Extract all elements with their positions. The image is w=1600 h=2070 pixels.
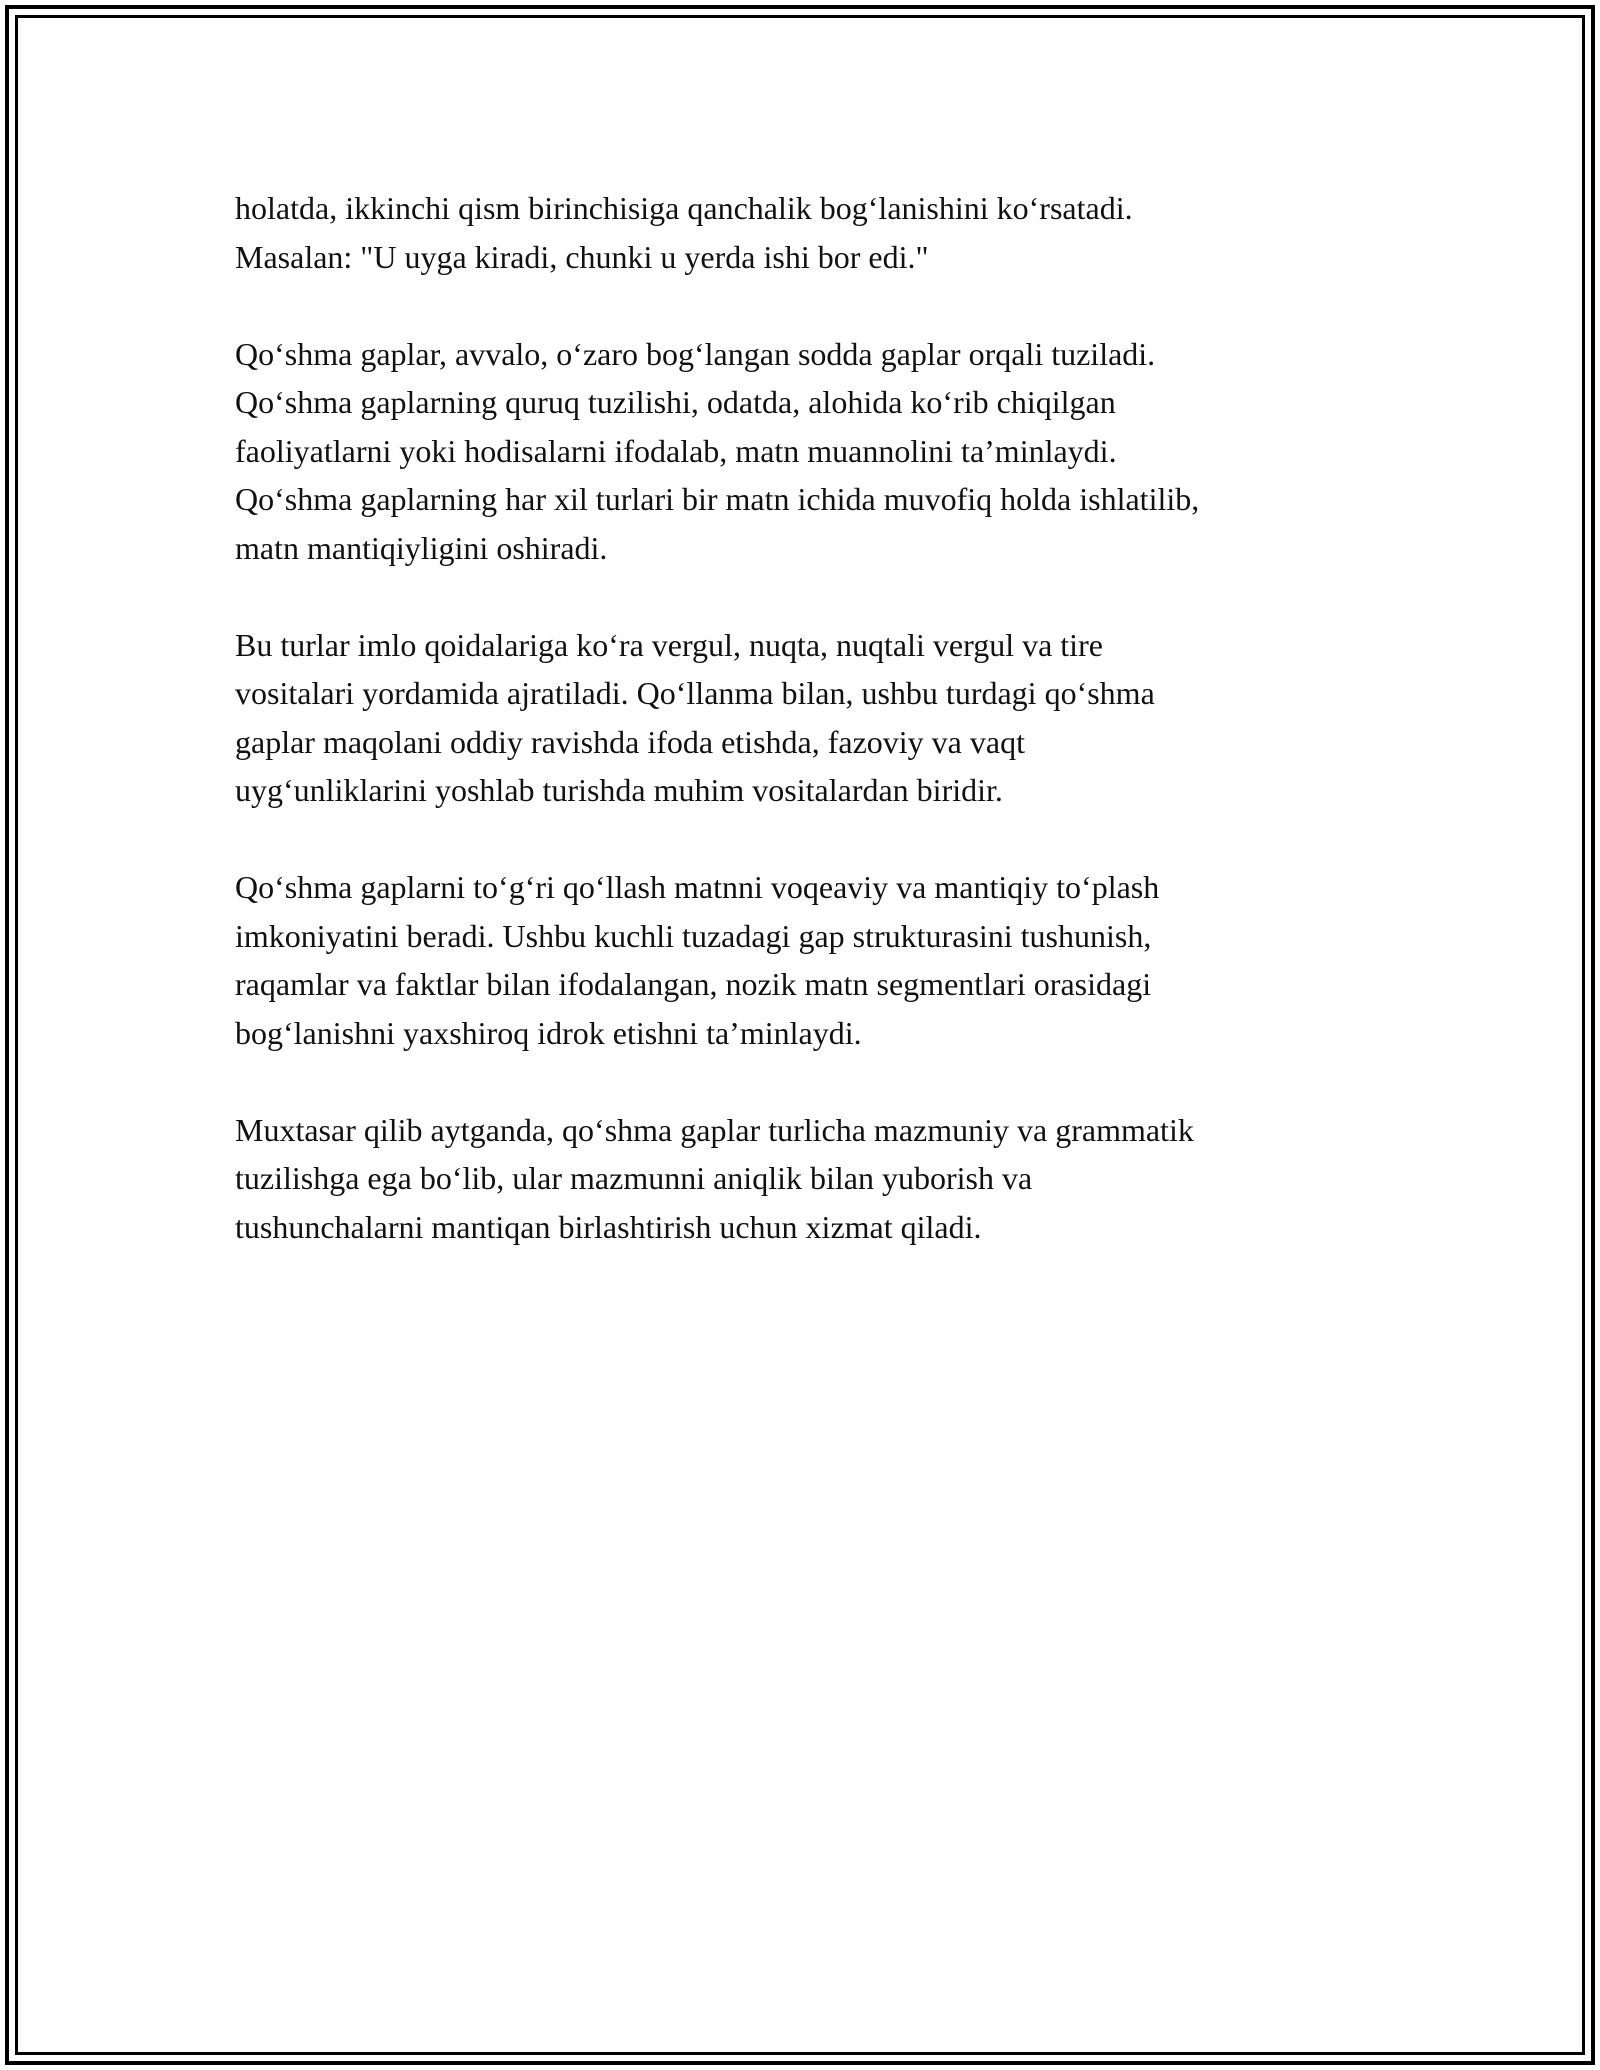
text-line: raqamlar va faktlar bilan ifodalangan, nozik matn segmentlari orasidagi	[235, 966, 1152, 1002]
text-line: faoliyatlarni yoki hodisalarni ifodalab, matn muannolini ta’minlaydi.	[235, 432, 1117, 469]
paragraph-5	[235, 1106, 1375, 1252]
text-line: Qo‘shma gaplarning quruq tuzilishi, odatda, alohida ko‘rib chiqilgan	[235, 384, 1116, 420]
text-line: Qo‘shma gaplarni to‘g‘ri qo‘llash matnni voqeaviy va mantiqiy to‘plash	[235, 869, 1160, 905]
paragraph-3	[235, 621, 1375, 815]
document-body	[235, 184, 1375, 1300]
text-line: imkoniyatini beradi. Ushbu kuchli tuzadagi gap strukturasini tushunish,	[235, 917, 1152, 954]
text-line: Muxtasar qilib aytganda, qo‘shma gaplar turlicha mazmuniy va grammatik	[235, 1111, 1194, 1148]
text-line: matn mantiqiyligini oshiradi.	[235, 529, 608, 566]
paragraph-1	[235, 184, 1375, 281]
text-line: holatda, ikkinchi qism birinchisiga qanchalik bog‘lanishini ko‘rsatadi.	[235, 190, 1133, 226]
text-line: uyg‘unliklarini yoshlab turishda muhim vositalardan biridir.	[235, 772, 1003, 808]
text-line: tushunchalarni mantiqan birlashtirish uchun xizmat qiladi.	[235, 1208, 982, 1245]
paragraph-2	[235, 330, 1375, 573]
text-line: Qo‘shma gaplar, avvalo, o‘zaro bog‘langan sodda gaplar orqali tuziladi.	[235, 335, 1156, 372]
text-line: tuzilishga ega bo‘lib, ular mazmunni aniqlik bilan yuborish va	[235, 1160, 1033, 1196]
text-line: bog‘lanishni yaxshiroq idrok etishni ta’minlaydi.	[235, 1014, 862, 1051]
text-line: Qo‘shma gaplarning har xil turlari bir matn ichida muvofiq holda ishlatilib,	[235, 481, 1200, 517]
text-line: Masalan: "U uyga kiradi, chunki u yerda ishi bor edi."	[235, 238, 929, 275]
text-line: Bu turlar imlo qoidalariga ko‘ra vergul, nuqta, nuqtali vergul va tire	[235, 626, 1103, 663]
text-line: vositalari yordamida ajratiladi. Qo‘llanma bilan, ushbu turdagi qo‘shma	[235, 675, 1155, 711]
text-line: gaplar maqolani oddiy ravishda ifoda etishda, fazoviy va vaqt	[235, 723, 1025, 760]
paragraph-4	[235, 863, 1375, 1057]
